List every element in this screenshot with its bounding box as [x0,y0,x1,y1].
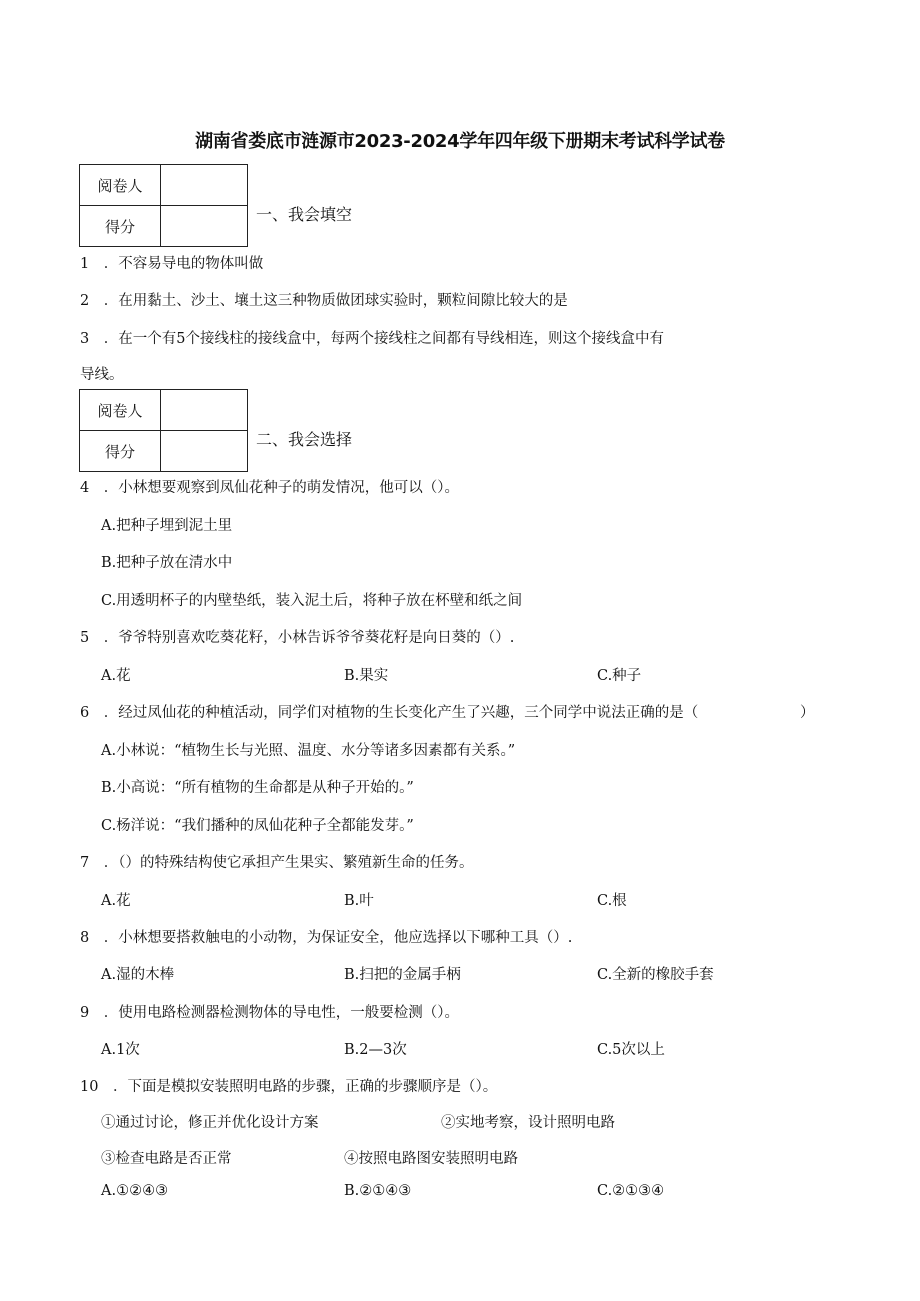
score-cell [161,431,248,472]
section-1-heading: 一、我会填空 [256,205,353,224]
question-9: 9 ．使用电路检测器检测物体的导电性，一般要检测（）。 [80,1005,459,1021]
score-label: 得分 [80,206,161,247]
question-4: 4 ．小林想要观察到凤仙花种子的萌发情况，他可以（）。 [80,480,459,496]
reviewer-cell [161,165,248,206]
q10-option-b: B.②①④③ [344,1183,412,1199]
q6-option-a: A.小林说：“植物生长与光照、温度、水分等诸多因素都有关系。” [101,743,516,759]
score-table-1 [79,164,248,247]
question-3-cont: 导线。 [80,367,124,383]
q6-option-b: B.小高说：“所有植物的生命都是从种子开始的。” [101,780,414,796]
q10-step-2: ②实地考察，设计照明电路 [441,1115,615,1131]
q4-option-b: B.把种子放在清水中 [101,555,233,571]
q10-step-4: ④按照电路图安装照明电路 [344,1151,518,1167]
q7-option-c: C.根 [597,893,627,909]
q10-option-a: A.①②④③ [101,1183,169,1199]
question-7: 7 ．（）的特殊结构使它承担产生果实、繁殖新生命的任务。 [80,855,474,871]
question-1: 1 ．不容易导电的物体叫做 [80,256,264,272]
reviewer-cell [161,390,248,431]
score-label: 得分 [80,431,161,472]
q9-option-a: A.1次 [101,1042,140,1058]
q7-option-a: A.花 [101,893,131,909]
q9-option-b: B.2—3次 [344,1042,407,1058]
q5-option-a: A.花 [101,668,131,684]
q4-option-a: A.把种子埋到泥土里 [101,518,233,534]
score-cell [161,206,248,247]
page-title: 湖南省娄底市涟源市2023-2024学年四年级下册期末考试科学试卷 [195,131,725,152]
q8-option-b: B.扫把的金属手柄 [344,967,461,983]
q7-option-b: B.叶 [344,893,374,909]
section-2-heading: 二、我会选择 [256,430,353,449]
question-2: 2 ．在用黏土、沙土、壤土这三种物质做团球实验时，颗粒间隙比较大的是 [80,293,568,309]
question-3: 3 ．在一个有5个接线柱的接线盒中，每两个接线柱之间都有导线相连，则这个接线盒中有 [80,331,664,347]
question-10: 10 ．下面是模拟安装照明电路的步骤，正确的步骤顺序是（）。 [80,1079,498,1095]
question-6-end: ） [800,705,815,721]
reviewer-label: 阅卷人 [80,390,161,431]
reviewer-label: 阅卷人 [80,165,161,206]
q10-option-c: C.②①③④ [597,1183,665,1199]
q8-option-a: A.湿的木棒 [101,967,175,983]
q10-step-1: ①通过讨论，修正并优化设计方案 [101,1115,319,1131]
score-table-2 [79,389,248,472]
question-5: 5 ．爷爷特别喜欢吃葵花籽，小林告诉爷爷葵花籽是向日葵的（）. [80,630,515,646]
q9-option-c: C.5次以上 [597,1042,665,1058]
question-8: 8 ．小林想要搭救触电的小动物，为保证安全，他应选择以下哪种工具（）. [80,930,573,946]
q4-option-c: C.用透明杯子的内壁垫纸，装入泥土后，将种子放在杯壁和纸之间 [101,593,523,609]
q5-option-c: C.种子 [597,668,642,684]
q5-option-b: B.果实 [344,668,389,684]
q8-option-c: C.全新的橡胶手套 [597,967,714,983]
question-6: 6 ．经过凤仙花的种植活动，同学们对植物的生长变化产生了兴趣，三个同学中说法正确的是（ [80,705,699,721]
q10-step-3: ③检查电路是否正常 [101,1151,232,1167]
q6-option-c: C.杨洋说：“我们播种的凤仙花种子全都能发芽。” [101,818,414,834]
